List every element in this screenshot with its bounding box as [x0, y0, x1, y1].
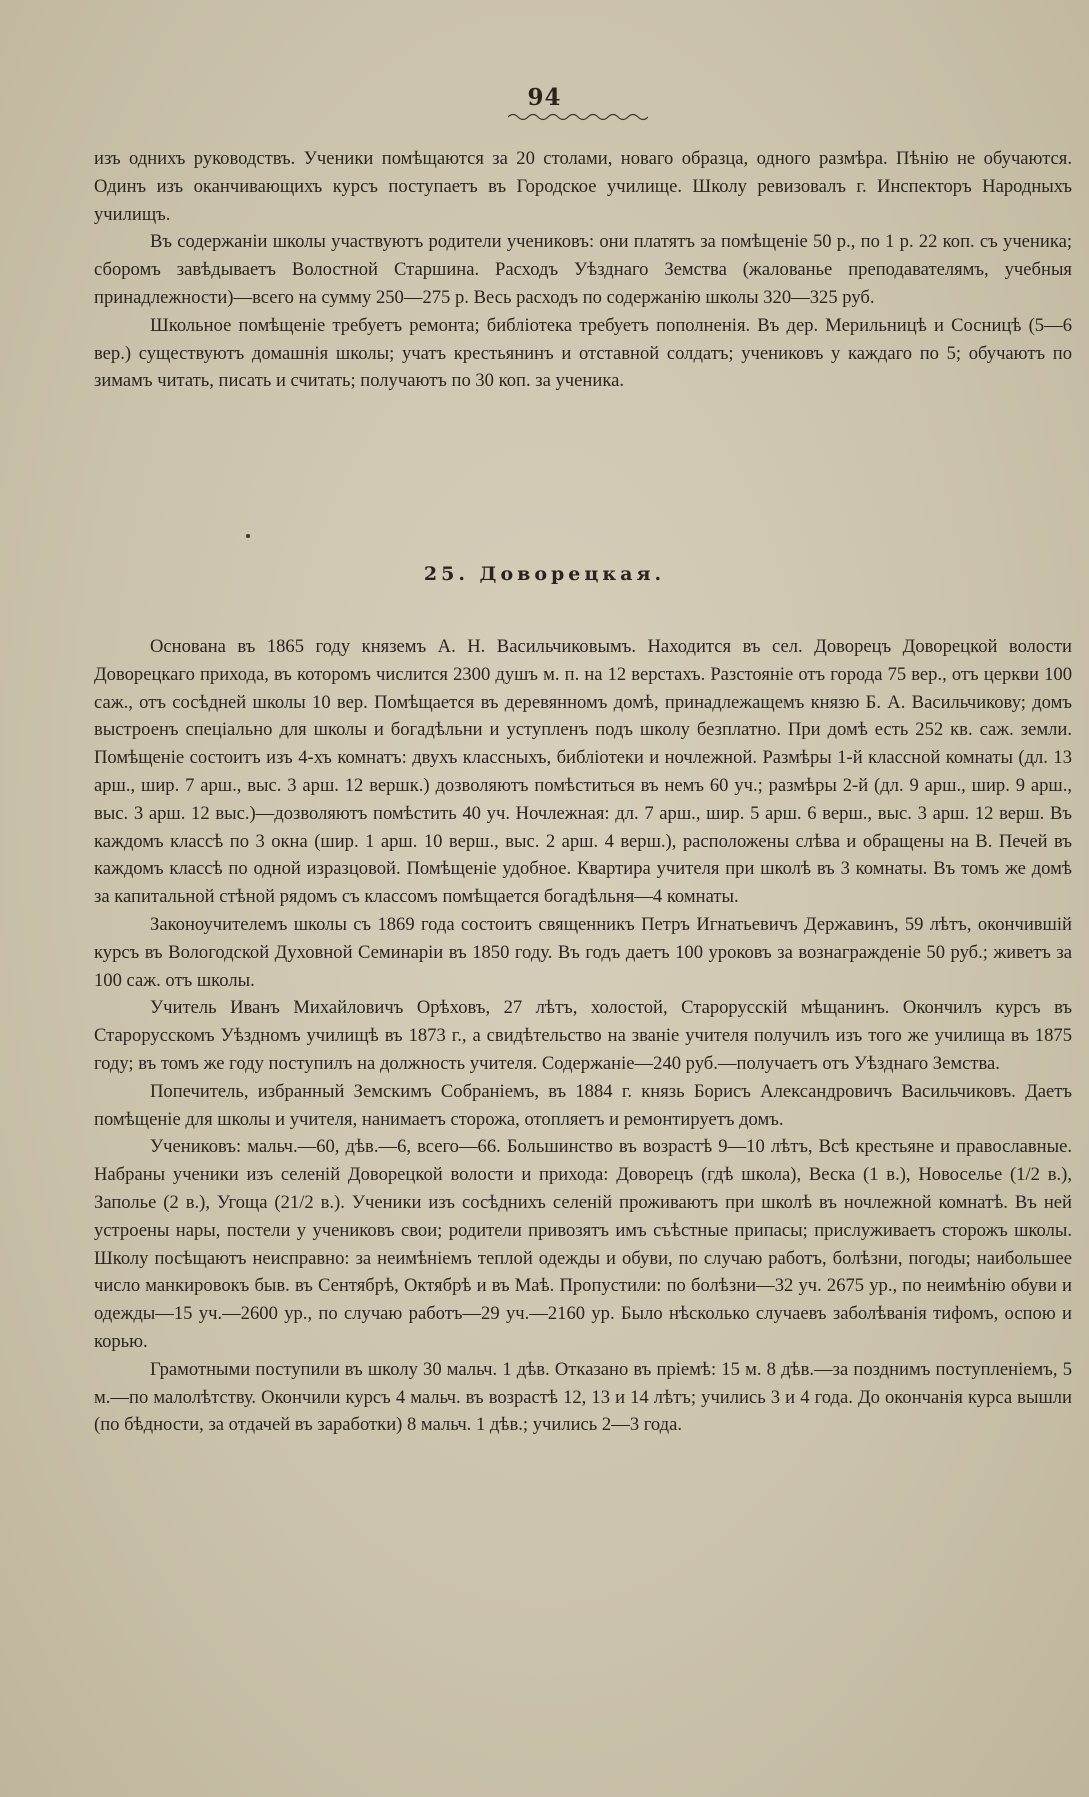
section-title: 25. Доворецкая.	[423, 563, 666, 585]
paragraph: Законоучителемъ школы съ 1869 года состоитъ священникъ Петръ Игнатьевичъ Державинъ, 59 лѣтъ, окончившій курсъ въ Вологодской Духовной Семинаріи въ 1850 году. Въ годъ даетъ 100 уроковъ за вознагражденіе 50 руб.; живетъ за 100 саж. отъ школы.	[94, 913, 1072, 991]
page-number: 94	[527, 84, 562, 111]
paragraph: Учитель Иванъ Михайловичъ Орѣховъ, 27 лѣтъ, холостой, Старорусскій мѣщанинъ. Окончилъ курсъ въ Старорусскомъ Уѣздномъ училищѣ въ 1873 г., а свидѣтельство на званіе учителя получилъ изъ того же училища въ 1875 году; въ томъ же году поступилъ на должность учителя. Содержаніе—240 руб.—получаетъ отъ Уѣзднаго Земства.	[94, 997, 1072, 1074]
paragraph: Школьное помѣщеніе требуетъ ремонта; библіотека требуетъ пополненія. Въ дер. Мерильницѣ и Сосницѣ (5—6 вер.) существуютъ домашнія школы; учатъ крестьянинъ и отставной солдатъ; учениковъ у каждаго по 5; обучаютъ по зимамъ читать, писать и считать; получаютъ по 30 коп. за ученика.	[94, 314, 1072, 392]
top-text-block	[94, 145, 1072, 395]
print-speck	[246, 534, 250, 538]
paragraph: Основана въ 1865 году княземъ А. Н. Васильчиковымъ. Находится въ сел. Доворецъ Доворецкой волости Доворецкаго прихода, въ которомъ числится 2300 душъ м. п. на 12 верстахъ. Разстояніе отъ города 75 вер., отъ церкви 100 саж., отъ сосѣдней школы 10 вер. Помѣщается въ деревянномъ домѣ, принадлежащемъ князю Б. А. Васильчикову; домъ выстроенъ спеціально для школы и богадѣльни и уступленъ подъ школу безплатно. При домѣ есть 252 кв. саж. земли. Помѣщеніе состоитъ изъ 4-хъ комнатъ: двухъ классныхъ, библіотеки и ночлежной. Размѣры 1-й классной комнаты (дл. 13 арш., шир. 7 арш., выс. 3 арш. 12 вершк.) дозволяютъ помѣститься въ немъ 60 уч.; размѣры 2-й (дл. 9 арш., шир. 9 арш., выс. 3 арш. 12 выс.)—дозволяютъ помѣстить 40 уч. Ночлежная: дл. 7 арш., шир. 5 арш. 6 верш., выс. 3 арш. 12 верш. Въ каждомъ классѣ по 3 окна (шир. 1 арш. 10 верш., выс. 2 арш. 4 верш.), расположены слѣва и обращены на В. Печей въ каждомъ классѣ по одной изразцовой. Помѣщеніе удобное. Квартира учителя при школѣ въ 3 комнаты. Въ томъ же домѣ за капитальной стѣной рядомъ съ классомъ помѣщается богадѣльня—4 комнаты.	[94, 636, 1072, 908]
paragraph: Грамотными поступили въ школу 30 мальч. 1 дѣв. Отказано въ пріемѣ: 15 м. 8 дѣв.—за позднимъ поступленіемъ, 5 м.—по малолѣтству. Окончили курсъ 4 мальч. въ возрастѣ 12, 13 и 14 лѣтъ; учились 3 и 4 года. До окончанія курса вышли (по бѣдности, за отдачей въ заработки) 8 мальч. 1 дѣв.; учились 2—3 года.	[94, 1358, 1072, 1436]
paragraph: изъ однихъ руководствъ. Ученики помѣщаются за 20 столами, новаго образца, одного размѣра. Пѣнію не обучаются. Одинъ изъ оканчивающихъ курсъ поступаетъ въ Городское училище. Школу ревизовалъ г. Инспекторъ Народныхъ училищъ.	[94, 148, 1072, 225]
main-text-block	[94, 633, 1072, 1439]
decorative-wave-ornament	[508, 112, 648, 122]
paragraph: Попечитель, избранный Земскимъ Собраніемъ, въ 1884 г. князь Борисъ Александровичъ Васильчиковъ. Даетъ помѣщеніе для школы и учителя, нанимаетъ сторожа, отопляетъ и ремонтируетъ домъ.	[94, 1080, 1072, 1130]
paragraph: Учениковъ: мальч.—60, дѣв.—6, всего—66. Большинство въ возрастѣ 9—10 лѣтъ, Всѣ крестьяне и православные. Набраны ученики изъ селеній Доворецкой волости и прихода: Доворецъ (гдѣ школа), Веска (1 в.), Новоселье (1/2 в.), Заполье (2 в.), Угоща (21/2 в.). Ученики изъ сосѣднихъ селеній проживаютъ при школѣ въ ночлежной комнатѣ. Въ ней устроены нары, постели у учениковъ свои; родители привозятъ имъ съѣстные припасы; прислуживаетъ сторожъ школы. Школу посѣщаютъ неисправно: за неимѣніемъ теплой одежды и обуви, по случаю работъ, болѣзни, погоды; наибольшее число манкировокъ быв. въ Сентябрѣ, Октябрѣ и въ Маѣ. Пропустили: по болѣзни—32 уч. 2675 ур., по неимѣнію обуви и одежды—15 уч.—2600 ур., по случаю работъ—29 уч.—2160 ур. Было нѣсколько случаевъ заболѣванія тифомъ, оспою и корью.	[94, 1136, 1072, 1352]
paragraph: Въ содержаніи школы участвуютъ родители учениковъ: они платятъ за помѣщеніе 50 р., по 1 р. 22 коп. съ ученика; сборомъ завѣдываетъ Волостной Старшина. Расходъ Уѣзднаго Земства (жалованье преподавателямъ, учебныя принадлежности)—всего на сумму 250—275 р. Весь расходъ по содержанію школы 320—325 руб.	[94, 231, 1072, 308]
